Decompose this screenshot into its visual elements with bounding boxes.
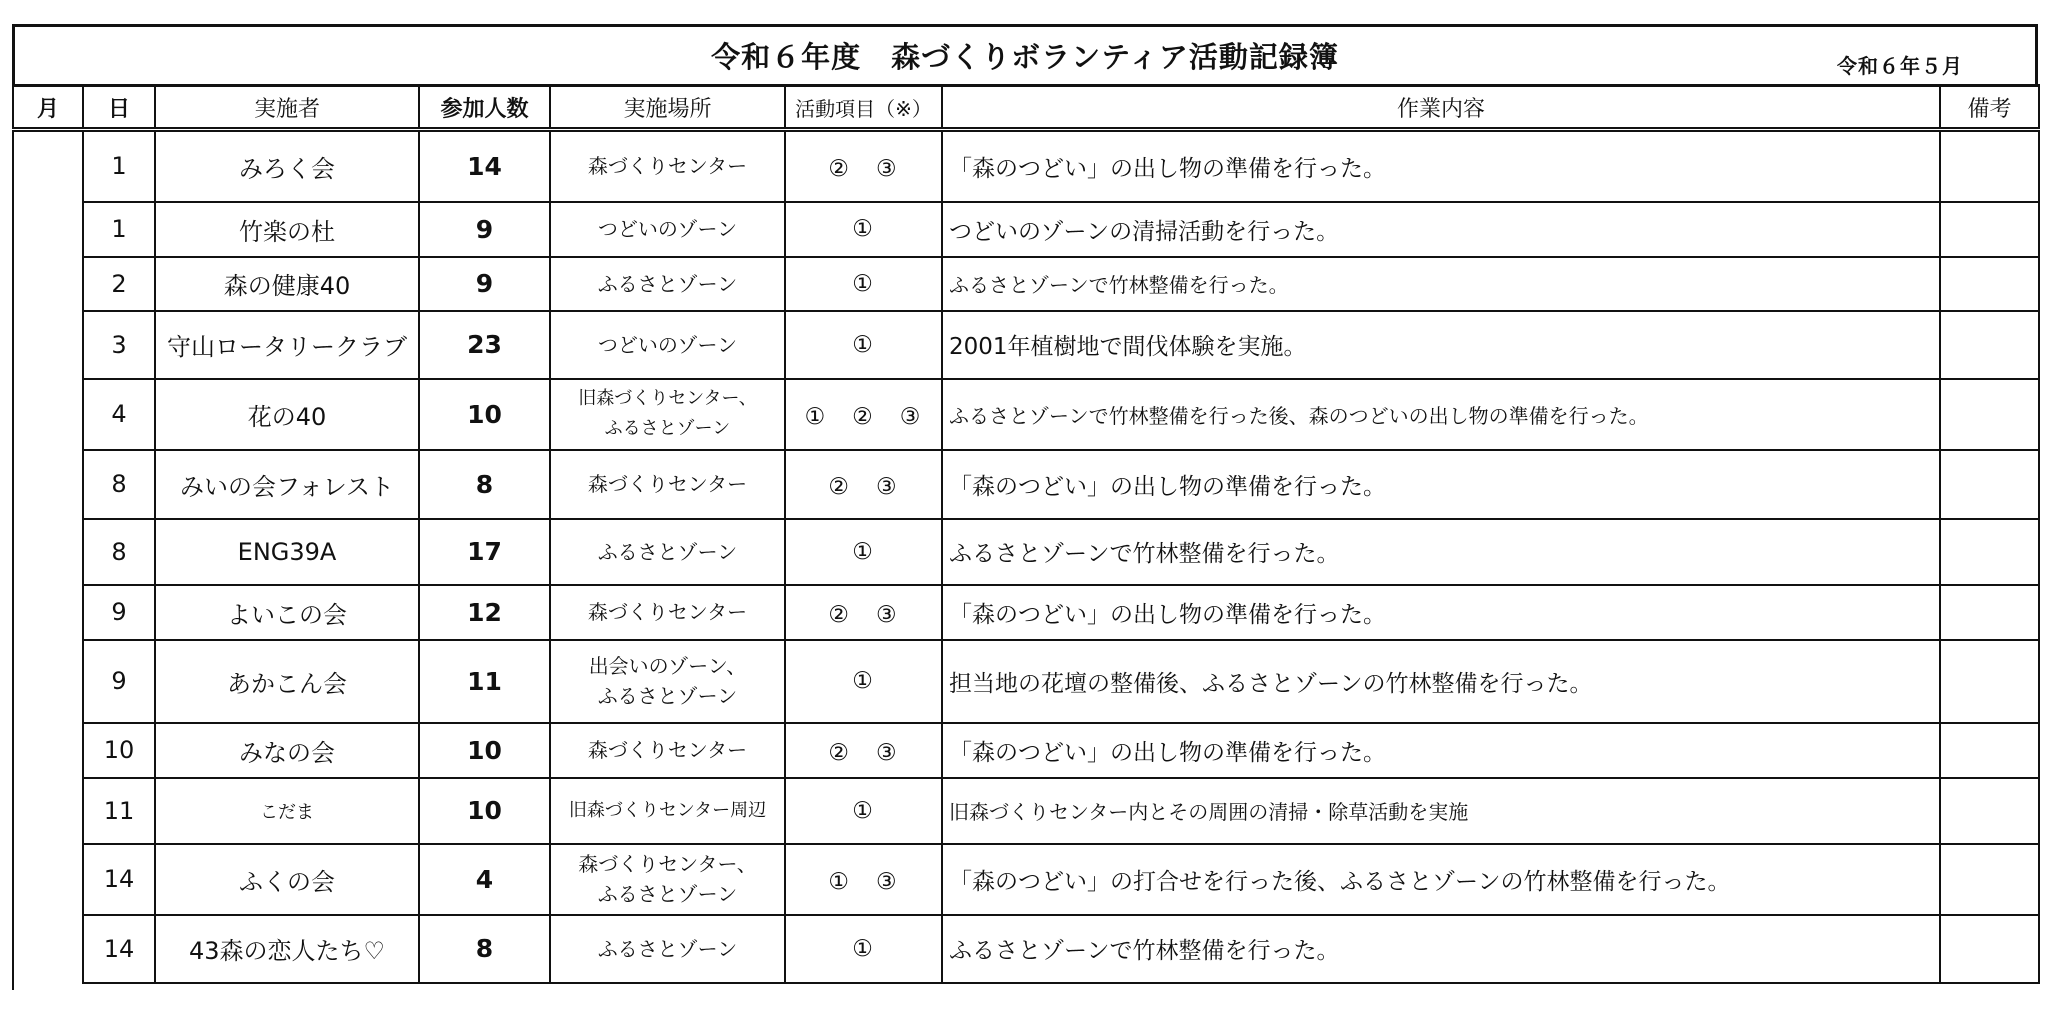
organizer-cell: 守山ロータリークラブ (155, 311, 419, 379)
table-row (13, 130, 2039, 202)
location-cell (550, 379, 785, 450)
location-cell (550, 640, 785, 723)
activity-record-sheet (12, 24, 2038, 984)
notes-cell (1940, 519, 2039, 585)
location-line-2: ふるさとゾーン (597, 684, 738, 708)
table-row (13, 519, 2039, 585)
activity-items-cell: ① (785, 640, 942, 723)
day-cell: 9 (83, 640, 155, 723)
notes-cell (1940, 130, 2039, 202)
work-content-cell: 2001年植樹地で間伐体験を実施。 (942, 311, 1940, 379)
day-cell: 1 (83, 202, 155, 257)
location-cell: ふるさとゾーン (550, 519, 785, 585)
notes-cell (1940, 585, 2039, 640)
col-header-notes: 備考 (1940, 86, 2039, 130)
table-row (13, 723, 2039, 778)
organizer-cell: ENG39A (155, 519, 419, 585)
location-line-2: ふるさとゾーン (604, 418, 731, 439)
left-border-continuation (12, 980, 14, 990)
location-line-2: ふるさとゾーン (597, 882, 738, 906)
work-content-cell: ふるさとゾーンで竹林整備を行った後、森のつどいの出し物の準備を行った。 (942, 379, 1940, 450)
location-line-1: 出会いのゾーン、 (588, 654, 747, 678)
location-cell: 森づくりセンター (550, 450, 785, 519)
participants-cell: 10 (419, 379, 550, 450)
work-content-cell: つどいのゾーンの清掃活動を行った。 (942, 202, 1940, 257)
participants-cell: 9 (419, 202, 550, 257)
day-cell: 8 (83, 450, 155, 519)
activity-items-cell: ② ③ (785, 130, 942, 202)
table-row (13, 585, 2039, 640)
location-cell: 森づくりセンター (550, 130, 785, 202)
activity-items-cell: ① (785, 311, 942, 379)
day-cell: 14 (83, 844, 155, 915)
col-header-organizer: 実施者 (155, 86, 419, 130)
notes-cell (1940, 640, 2039, 723)
col-header-month: 月 (13, 86, 83, 130)
activity-table (12, 84, 2040, 984)
col-header-participants: 参加人数 (419, 86, 550, 130)
work-content-cell: 「森のつどい」の出し物の準備を行った。 (942, 723, 1940, 778)
participants-cell: 14 (419, 130, 550, 202)
notes-cell (1940, 202, 2039, 257)
activity-items-cell: ① ② ③ (785, 379, 942, 450)
location-cell: ふるさとゾーン (550, 915, 785, 983)
participants-cell: 8 (419, 450, 550, 519)
participants-cell: 17 (419, 519, 550, 585)
notes-cell (1940, 915, 2039, 983)
participants-cell: 8 (419, 915, 550, 983)
activity-items-cell: ② ③ (785, 450, 942, 519)
organizer-cell: あかこん会 (155, 640, 419, 723)
day-cell: 2 (83, 257, 155, 311)
activity-items-cell: ① ③ (785, 844, 942, 915)
notes-cell (1940, 778, 2039, 844)
activity-items-cell: ① (785, 519, 942, 585)
organizer-cell: ふくの会 (155, 844, 419, 915)
location-line-1: 森づくりセンター、 (578, 852, 757, 876)
work-content-cell: 「森のつどい」の出し物の準備を行った。 (942, 450, 1940, 519)
table-row (13, 915, 2039, 983)
work-content-cell: 「森のつどい」の打合せを行った後、ふるさとゾーンの竹林整備を行った。 (942, 844, 1940, 915)
notes-cell (1940, 844, 2039, 915)
organizer-cell: こだま (155, 778, 419, 844)
col-header-day: 日 (83, 86, 155, 130)
location-cell: 森づくりセンター (550, 723, 785, 778)
organizer-cell: 森の健康40 (155, 257, 419, 311)
table-row (13, 257, 2039, 311)
work-content-cell: ふるさとゾーンで竹林整備を行った。 (942, 915, 1940, 983)
notes-cell (1940, 723, 2039, 778)
location-cell: つどいのゾーン (550, 311, 785, 379)
location-cell: 旧森づくりセンター周辺 (550, 778, 785, 844)
day-cell: 3 (83, 311, 155, 379)
notes-cell (1940, 379, 2039, 450)
activity-items-cell: ① (785, 202, 942, 257)
month-cell (13, 130, 83, 983)
organizer-cell: みなの会 (155, 723, 419, 778)
col-header-work-content: 作業内容 (942, 86, 1940, 130)
col-header-activity-items: 活動項目（※） (785, 86, 942, 130)
participants-cell: 9 (419, 257, 550, 311)
table-row (13, 311, 2039, 379)
participants-cell: 10 (419, 723, 550, 778)
table-row (13, 640, 2039, 723)
day-cell: 14 (83, 915, 155, 983)
day-cell: 8 (83, 519, 155, 585)
work-content-cell: ふるさとゾーンで竹林整備を行った。 (942, 257, 1940, 311)
notes-cell (1940, 450, 2039, 519)
day-cell: 11 (83, 778, 155, 844)
participants-cell: 4 (419, 844, 550, 915)
activity-items-cell: ② ③ (785, 585, 942, 640)
table-row (13, 778, 2039, 844)
table-row (13, 202, 2039, 257)
participants-cell: 11 (419, 640, 550, 723)
location-cell: ふるさとゾーン (550, 257, 785, 311)
activity-items-cell: ① (785, 778, 942, 844)
participants-cell: 23 (419, 311, 550, 379)
header-row (13, 86, 2039, 130)
location-cell (550, 844, 785, 915)
organizer-cell: よいこの会 (155, 585, 419, 640)
work-content-cell: 「森のつどい」の出し物の準備を行った。 (942, 585, 1940, 640)
work-content-cell: ふるさとゾーンで竹林整備を行った。 (942, 519, 1940, 585)
organizer-cell: みいの会フォレスト (155, 450, 419, 519)
day-cell: 1 (83, 130, 155, 202)
table-row (13, 450, 2039, 519)
table-row (13, 844, 2039, 915)
work-content-cell: 担当地の花壇の整備後、ふるさとゾーンの竹林整備を行った。 (942, 640, 1940, 723)
title-bar (12, 24, 2038, 84)
activity-items-cell: ① (785, 915, 942, 983)
table-row (13, 379, 2039, 450)
participants-cell: 12 (419, 585, 550, 640)
activity-items-cell: ① (785, 257, 942, 311)
organizer-cell: みろく会 (155, 130, 419, 202)
day-cell: 9 (83, 585, 155, 640)
location-cell: つどいのゾーン (550, 202, 785, 257)
notes-cell (1940, 311, 2039, 379)
location-cell: 森づくりセンター (550, 585, 785, 640)
work-content-cell: 旧森づくりセンター内とその周囲の清掃・除草活動を実施 (942, 778, 1940, 844)
col-header-location: 実施場所 (550, 86, 785, 130)
notes-cell (1940, 257, 2039, 311)
organizer-cell: 竹楽の杜 (155, 202, 419, 257)
day-cell: 10 (83, 723, 155, 778)
organizer-cell: 43森の恋人たち♡ (155, 915, 419, 983)
document-period: 令和６年５月 (1837, 54, 1963, 78)
activity-items-cell: ② ③ (785, 723, 942, 778)
day-cell: 4 (83, 379, 155, 450)
location-line-1: 旧森づくりセンター、 (578, 388, 757, 409)
organizer-cell: 花の40 (155, 379, 419, 450)
document-title: 令和６年度 森づくりボランティア活動記録簿 (711, 40, 1339, 74)
work-content-cell: 「森のつどい」の出し物の準備を行った。 (942, 130, 1940, 202)
participants-cell: 10 (419, 778, 550, 844)
